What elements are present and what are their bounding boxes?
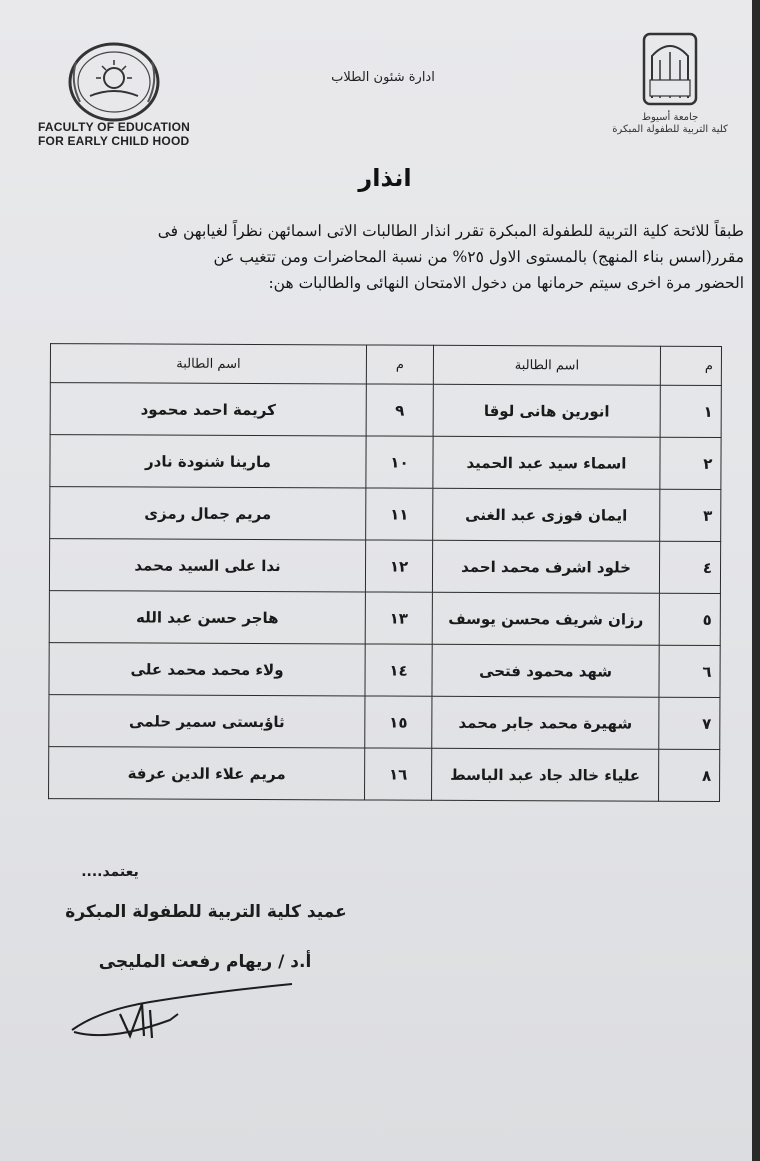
student-name: ايمان فوزى عبد الغنى — [433, 488, 660, 541]
header-name-2: اسم الطالبة — [50, 344, 366, 384]
student-name: شهيرة محمد جابر محمد — [432, 696, 659, 749]
row-number: ٨ — [659, 749, 720, 801]
header-num-1: م — [660, 346, 721, 385]
university-name: جامعة أسيوط — [641, 112, 699, 123]
university-logo — [634, 28, 706, 110]
table-row — [50, 435, 721, 490]
row-number: ١ — [660, 385, 721, 437]
row-number: ١٣ — [365, 592, 432, 644]
table-row — [50, 383, 721, 438]
student-name: هاجر حسن عبد الله — [49, 591, 365, 644]
faculty-name-en-line2: FOR EARLY CHILD HOOD — [38, 134, 190, 148]
intro-line-1: طبقاً للائحة كلية التربية للطفولة المبكرة تقرر انذار الطالبات الاتى اسمائهن نظراً لغيابهن فى — [157, 222, 744, 240]
table-row — [50, 487, 721, 542]
row-number: ٣ — [660, 489, 721, 541]
table-row — [49, 643, 720, 698]
faculty-name-en-line1: FACULTY OF EDUCATION — [38, 120, 190, 134]
table-row — [49, 695, 720, 750]
row-number: ١٠ — [366, 436, 433, 488]
row-number: ٦ — [659, 645, 720, 697]
department-name: ادارة شئون الطلاب — [331, 70, 435, 85]
student-name: ولاء محمد محمد على — [49, 643, 365, 696]
student-name: كريمة احمد محمود — [50, 383, 366, 436]
student-name: خلود اشرف محمد احمد — [432, 540, 659, 593]
student-name: اسماء سيد عبد الحميد — [433, 436, 660, 489]
faculty-name-en — [38, 120, 228, 148]
row-number: ١٦ — [365, 748, 432, 800]
student-name: مريم علاء الدين عرفة — [49, 747, 365, 800]
row-number: ٢ — [660, 437, 721, 489]
handwritten-signature — [60, 980, 320, 1050]
row-number: ١٢ — [365, 540, 432, 592]
faculty-name-ar: كلية التربية للطفولة المبكرة — [612, 124, 728, 135]
row-number: ٧ — [659, 697, 720, 749]
row-number: ١١ — [366, 488, 433, 540]
intro-line-2: مقرر(اسس بناء المنهج) بالمستوى الاول ٢٥% من نسبة المحاضرات ومن تتغيب عن — [213, 248, 744, 266]
student-name: ندا على السيد محمد — [49, 539, 365, 592]
intro-line-3: الحضور مرة اخرى سيتم حرمانها من دخول الامتحان النهائى والطالبات هن: — [268, 274, 744, 292]
row-number: ١٤ — [365, 644, 432, 696]
table-header-row — [50, 344, 721, 386]
row-number: ٥ — [659, 593, 720, 645]
student-name: علياء خالد جاد عبد الباسط — [432, 748, 659, 801]
faculty-logo — [62, 40, 166, 124]
row-number: ٤ — [659, 541, 720, 593]
row-number: ١٥ — [365, 696, 432, 748]
header-num-2: م — [366, 345, 433, 384]
table-row — [49, 591, 720, 646]
university-name-ar — [600, 112, 740, 136]
table-row — [49, 539, 720, 594]
student-name: رزان شريف محسن يوسف — [432, 592, 659, 645]
row-number: ٩ — [366, 384, 433, 436]
student-name: ثاؤبستى سمير حلمى — [49, 695, 365, 748]
student-name: شهد محمود فتحى — [432, 644, 659, 697]
header-name-1: اسم الطالبة — [433, 345, 660, 385]
table-row — [49, 747, 720, 802]
dean-name: أ.د / ريهام رفعت المليجى — [98, 952, 312, 972]
dean-title: عميد كلية التربية للطفولة المبكرة — [65, 902, 347, 922]
intro-paragraph — [54, 218, 744, 296]
approval-label: يعتمد.... — [81, 864, 139, 880]
students-table — [48, 343, 722, 802]
student-name: مارينا شنودة نادر — [50, 435, 366, 488]
student-name: مريم جمال رمزى — [50, 487, 366, 540]
page-title: انذار — [358, 164, 412, 192]
student-name: انورين هانى لوقا — [433, 384, 660, 437]
